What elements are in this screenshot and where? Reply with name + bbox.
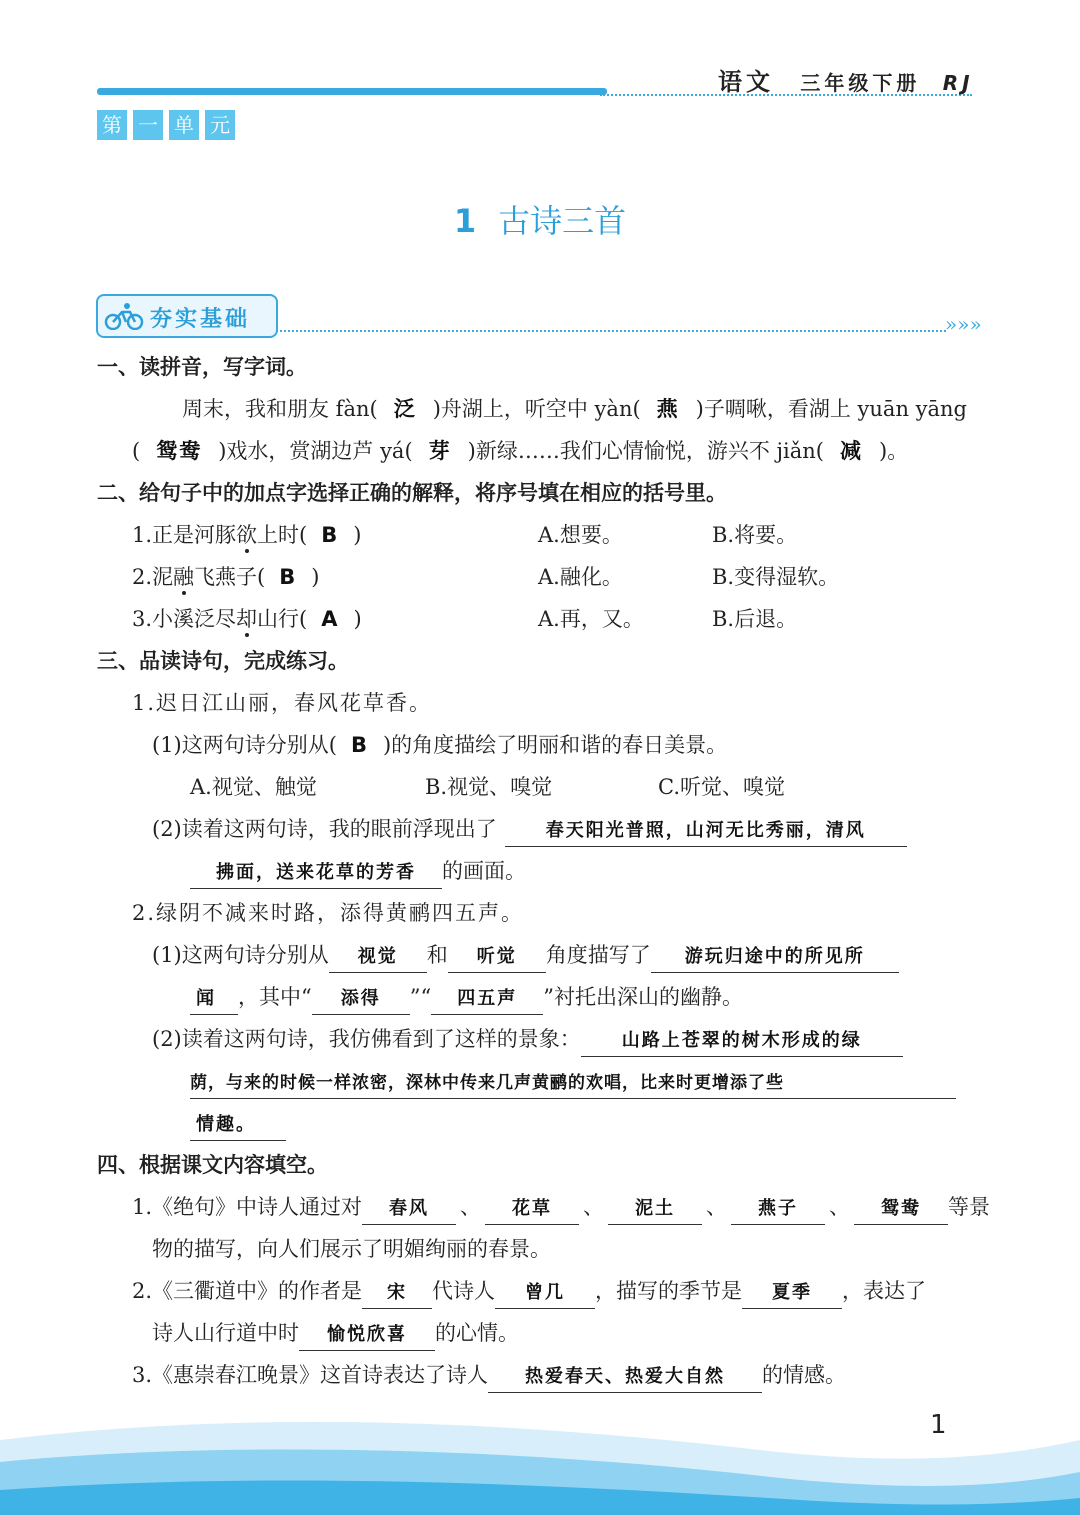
footer-wave xyxy=(0,1400,1080,1515)
s2-q3: 3.小溪泛尽却山行( A ) xyxy=(132,607,362,631)
s3-p2-q1: (1)这两句诗分别从 视觉 和 听觉 角度描写了 游玩归途中的所见所 xyxy=(152,940,899,973)
s1-line1: 周末，我和朋友 fàn( 泛 )舟湖上，听空中 yàn( 燕 )子啁啾，看湖上 yuān yāng xyxy=(182,397,967,421)
s3-opt-b: B.视觉、嗅觉 xyxy=(425,775,553,799)
s2-q2: 2.泥融飞燕子( B ) xyxy=(132,565,320,589)
s4-q1-cont: 物的描写，向人们展示了明媚绚丽的春景。 xyxy=(152,1237,551,1261)
s4-q1: 1.《绝句》中诗人通过对 春风 、 花草 、 泥土 、 燕子 、 鸳鸯 等景 xyxy=(132,1192,990,1225)
s3-p1-q1: (1)这两句诗分别从( B )的角度描绘了明丽和谐的春日美景。 xyxy=(152,733,728,757)
poem1: 1.迟日江山丽，春风花草香。 xyxy=(132,691,433,715)
s4-q2: 2.《三衢道中》的作者是 宋 代诗人 曾几 ，描写的季节是 夏季 ，表达了 xyxy=(132,1276,926,1309)
section-badge: 夯实基础 xyxy=(96,294,278,338)
header-bar xyxy=(97,88,607,95)
s4-q2-cont: 诗人山行道中时 愉悦欣喜 的心情。 xyxy=(152,1318,519,1351)
badge-arrows: »»» xyxy=(945,312,982,336)
lesson-number: 1 xyxy=(453,202,477,240)
s3-opt-c: C.听觉、嗅觉 xyxy=(658,775,785,799)
section4-heading: 四、根据课文内容填空。 xyxy=(97,1153,328,1177)
s3-opt-a: A.视觉、触觉 xyxy=(190,775,317,799)
poem2: 2.绿阴不减来时路，添得黄鹂四五声。 xyxy=(132,901,525,925)
lesson-title-text: 古诗三首 xyxy=(498,202,627,240)
s2-q1-optB: B.将要。 xyxy=(712,523,798,547)
section2-heading: 二、给句子中的加点字选择正确的解释，将序号填在相应的括号里。 xyxy=(97,481,727,505)
cyclist-icon xyxy=(104,302,144,330)
s3-p1-q2: (2)读着这两句诗，我的眼前浮现出了 春天阳光普照，山河无比秀丽，清风 xyxy=(152,814,907,847)
s1-line2: ( 鸳鸯 )戏水，赏湖边芦 yá( 芽 )新绿……我们心情愉悦，游兴不 jiǎn( 减 )。 xyxy=(132,439,909,463)
s3-p2-q2: (2)读着这两句诗，我仿佛看到了这样的景象： 山路上苍翠的树木形成的绿 xyxy=(152,1024,903,1057)
s2-q2-optB: B.变得湿软。 xyxy=(712,565,840,589)
lesson-title xyxy=(0,196,1080,242)
s2-q1-optA: A.想要。 xyxy=(538,523,623,547)
s2-q2-optA: A.融化。 xyxy=(538,565,623,589)
unit-label: 第 一 单 元 xyxy=(97,110,241,140)
header-subject: 语文 三年级下册 RJ xyxy=(718,68,974,96)
section3-heading: 三、品读诗句，完成练习。 xyxy=(97,649,349,673)
s3-p1-q2-cont: 拂面，送来花草的芳香 的画面。 xyxy=(190,856,526,889)
badge-dotted-line xyxy=(276,330,946,332)
s3-p2-q1-cont: 闻 ，其中“ 添得 ”“ 四五声 ”衬托出深山的幽静。 xyxy=(190,982,743,1015)
s2-q1: 1.正是河豚欲上时( B ) xyxy=(132,523,362,547)
s2-q3-optB: B.后退。 xyxy=(712,607,798,631)
section1-heading: 一、读拼音，写字词。 xyxy=(97,355,307,379)
s2-q3-optA: A.再，又。 xyxy=(538,607,644,631)
s3-p2-q2-cont2: 情趣。 xyxy=(190,1108,286,1141)
s3-p2-q2-cont: 荫，与来的时候一样浓密，深林中传来几声黄鹂的欢唱，比来时更增添了些 xyxy=(190,1066,956,1099)
s4-q3: 3.《惠崇春江晚景》这首诗表达了诗人 热爱春天、热爱大自然 的情感。 xyxy=(132,1360,846,1393)
page-number: 1 xyxy=(930,1410,947,1440)
